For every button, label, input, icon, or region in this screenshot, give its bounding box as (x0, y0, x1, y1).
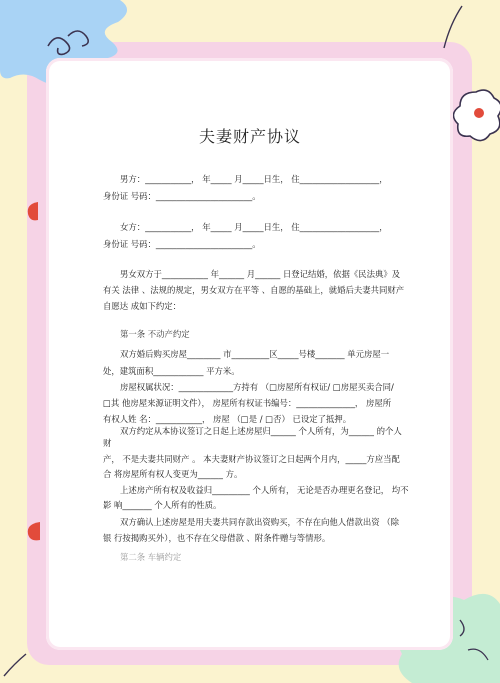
female-id-line: 身份证 号码：_______________________。 (103, 239, 261, 249)
document-title: 夫妻财产协议 (198, 127, 301, 146)
paragraph-line: 双方约定从本协议签订之日起上述房屋归______ 个人所有，为______ 的个人 (120, 426, 402, 436)
paragraph-line: 双方婚后购买房屋________ 市_________区_____号楼_______ 单元房屋一 (120, 349, 390, 359)
paragraph-line: 产， 不是夫妻共同财产 。 本夫妻财产协议签订之日起两个月内，_____方应当配 (103, 454, 400, 464)
paragraph-line: 上述房产所有权及收益归_________ 个人所有， 无论是否办理更名登记， 均不 (120, 485, 409, 495)
paragraph-line: 双方确认上述房屋是用夫妻共同存款出资购买，不存在向他人借款出资 （除 (120, 517, 400, 527)
paragraph-line: 银 行按揭购买外），也不存在父母借款 、附条件赠与等情形。 (103, 533, 331, 543)
squiggle-decoration (440, 4, 480, 54)
paragraph-line: 男女双方于___________ 年______ 月______ 日登记结婚，依据《民法典》及 (120, 269, 401, 279)
paragraph-line: 有权人姓 名：___________， 房屋 （□是 / □否） 已设定了抵押。 (103, 414, 352, 424)
paragraph-line: 有关 法律 、法规的规定，男女双方在平等 、自愿的基础上，就婚后夫妻共同财产 (103, 285, 405, 295)
female-party-line: 女方：___________， 年_____ 月_____日生， 住___________________， (120, 222, 388, 232)
paragraph-line: 合 将房屋所有权人变更为______ 方。 (103, 469, 243, 479)
male-id-line: 身份证 号码：_______________________。 (103, 191, 261, 201)
stroke-decoration (0, 648, 30, 678)
paragraph-line: 影 响_______ 个人所有的性质。 (103, 500, 222, 510)
red-dot-decoration (22, 200, 42, 224)
paragraph-line: 财 (103, 438, 112, 448)
paragraph-line: 处，建筑面积____________ 平方米。 (103, 366, 240, 376)
male-party-line: 男方：___________， 年_____ 月_____日生， 住___________________， (120, 174, 388, 184)
paragraph-line: 自愿达 成如下约定： (103, 301, 182, 311)
section-heading-real-estate: 第一条 不动产约定 (120, 329, 190, 339)
red-dot-decoration-2 (22, 520, 44, 544)
paragraph-line: 房屋权属状况：_____________方持有 （□房屋所有权证/ □房屋买卖合同/ (120, 382, 394, 392)
section-heading-vehicle: 第二条 车辆约定 (120, 552, 182, 562)
paragraph-line: □其 他房屋来源证明文件）， 房屋所有权证书编号：______________， 房屋所 (103, 398, 392, 408)
